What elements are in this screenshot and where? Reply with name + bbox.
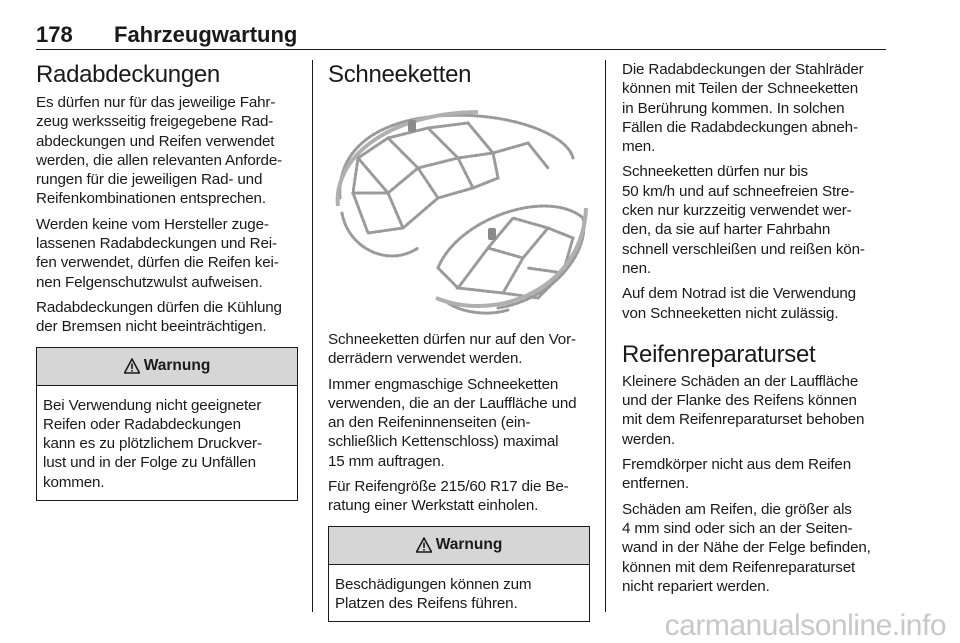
paragraph: Schneeketten dürfen nur auf den Vor- derrädern verwendet werden.	[328, 331, 576, 368]
paragraph: Fremdkörper nicht aus dem Reifen entfernen.	[622, 456, 852, 493]
warning-title: Warnung	[435, 536, 503, 554]
paragraph: Immer engmaschige Schneeketten verwenden, die an der Lauffläche und an den Reifeninnenseiten (ein- schließlich Kettenschloss) maximal 15 mm auftragen.	[328, 375, 577, 470]
warning-box	[36, 347, 298, 501]
warning-text: Bei Verwendung nicht geeigneter Reifen oder Radabdeckungen kann es zu plötzlichem Druckver- lust und in der Folge zu Unfällen kommen.	[43, 396, 262, 491]
section-title-schneeketten: Schneeketten	[328, 61, 472, 88]
paragraph: Schneeketten dürfen nur bis 50 km/h und auf schneefreien Stre- cken nur kurzzeitig verwendet wer- den, da sie auf harter Fahrbahn schnell verschleißen und reißen kön- nen.	[622, 163, 865, 277]
warning-box	[328, 526, 590, 623]
column-reifenreparaturset	[622, 60, 886, 602]
header-rule	[36, 49, 886, 50]
paragraph: Werden keine vom Hersteller zuge- lassenen Radabdeckungen und Rei- fen verwendet, dürfen die Reifen kei- nen Felgenschutzwulst aufweisen.	[36, 215, 279, 291]
warning-body	[37, 386, 297, 500]
column-schneeketten	[328, 60, 590, 622]
section-body	[36, 93, 298, 337]
warning-title: Warnung	[143, 357, 211, 375]
paragraph: Für Reifengröße 215/60 R17 die Be- ratung einer Werkstatt einholen.	[328, 478, 569, 515]
section-body	[328, 330, 590, 516]
section-body	[622, 60, 886, 323]
paragraph: Die Radabdeckungen der Stahlräder können mit Teilen der Schneeketten in Berührung kommen. In solchen Fällen die Radabdeckungen abneh- men.	[622, 61, 864, 156]
section-title-radabdeckungen: Radabdeckungen	[36, 61, 220, 88]
paragraph: Schäden am Reifen, die größer als 4 mm sind oder sich an der Seiten- wand in der Nähe der Felge befinden, können mit dem Reifenreparaturset nicht repariert werden.	[622, 500, 871, 595]
warning-triangle-icon	[124, 358, 140, 374]
warning-triangle-icon	[416, 537, 432, 553]
paragraph: Auf dem Notrad ist die Verwendung von Schneeketten nicht zulässig.	[622, 285, 856, 322]
section-title-reifenreparaturset: Reifenreparaturset	[622, 340, 816, 368]
section-body	[622, 372, 886, 596]
paragraph: Es dürfen nur für das jeweilige Fahr- zeug werksseitig freigegebene Rad- abdeckungen und Reifen verwendet werden, die allen relevanten Anforde- rungen für die jeweiligen Rad- und Reifenkombinationen entsprechen.	[36, 94, 283, 208]
page-number: 178	[36, 22, 73, 47]
snow-chains-illustration	[328, 98, 590, 320]
warning-text: Beschädigungen können zum Platzen des Reifens führen.	[335, 575, 532, 612]
paragraph: Kleinere Schäden an der Lauffläche und der Flanke des Reifens können mit dem Reifenreparaturset behoben werden.	[622, 372, 865, 448]
warning-body	[329, 565, 589, 622]
column-divider	[312, 60, 313, 612]
warning-header	[329, 527, 589, 565]
column-divider	[605, 60, 606, 612]
page-header	[36, 18, 886, 48]
watermark: carmanualsonline.info	[664, 609, 946, 642]
column-radabdeckungen	[36, 60, 298, 501]
warning-header	[37, 348, 297, 386]
paragraph: Radabdeckungen dürfen die Kühlung der Bremsen nicht beeinträchtigen.	[36, 298, 282, 336]
chapter-title: Fahrzeugwartung	[114, 22, 298, 47]
